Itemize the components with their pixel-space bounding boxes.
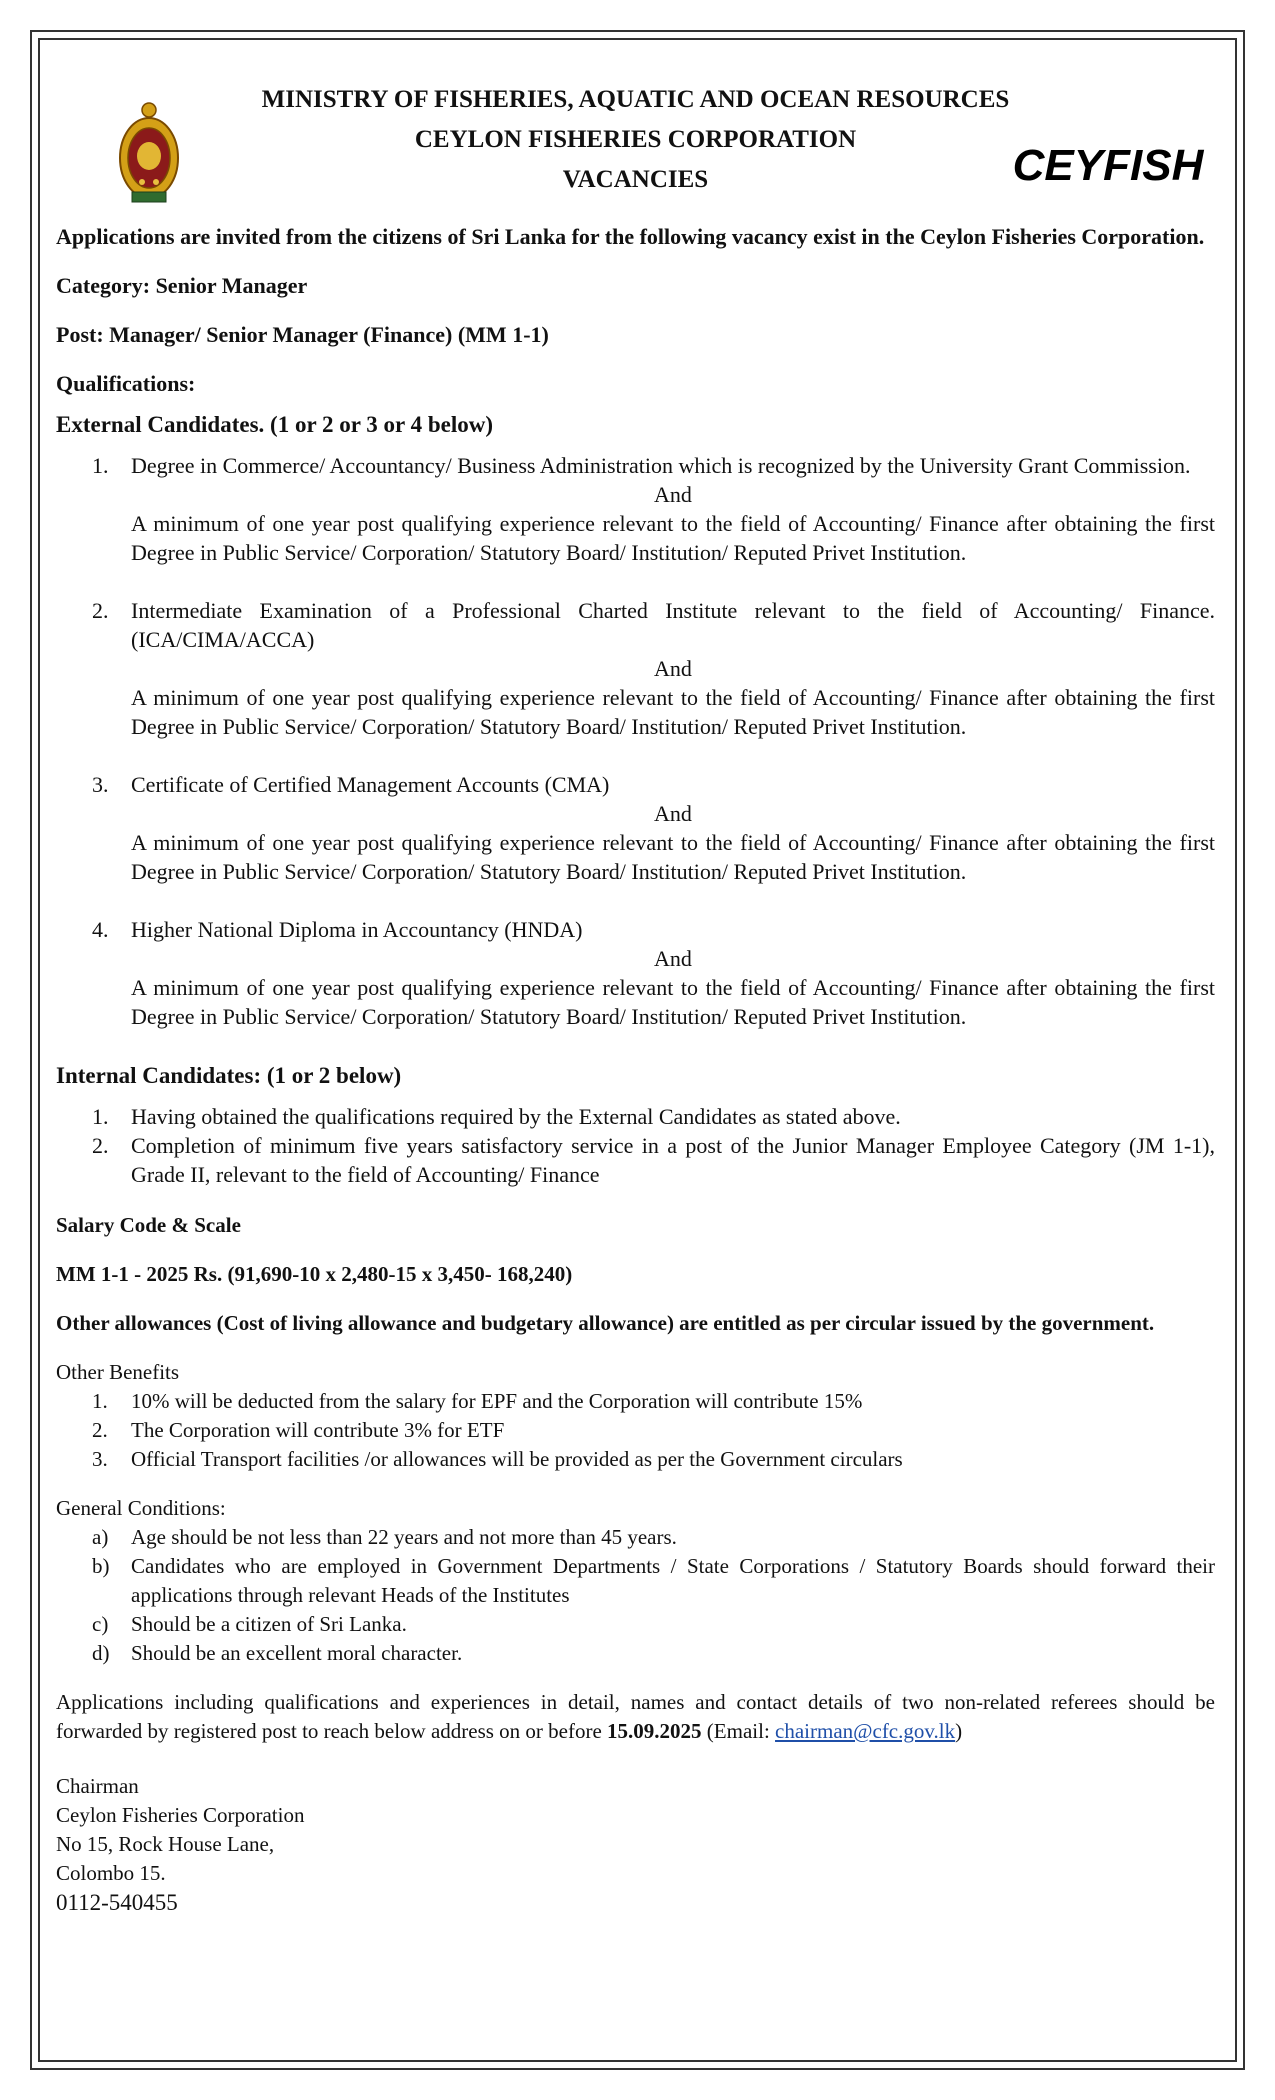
list-item — [56, 1610, 1215, 1639]
salary-heading: Salary Code & Scale — [56, 1213, 241, 1237]
list-item-text: Should be an excellent moral character. — [131, 1641, 463, 1665]
and-connector: And — [654, 801, 692, 826]
conditions-heading: General Conditions: — [56, 1496, 226, 1520]
list-number: 4. — [92, 917, 109, 942]
list-letter: c) — [92, 1612, 109, 1636]
phone-number: 0112-540455 — [56, 1890, 178, 1915]
application-instructions — [56, 1688, 1215, 1746]
benefits-list — [56, 1387, 1215, 1474]
allowances-note: Other allowances (Cost of living allowance and budgetary allowance) are entitled as per circular issued by the government. — [56, 1311, 1155, 1335]
list-number: 2. — [92, 1133, 109, 1158]
email-link[interactable]: chairman@cfc.gov.lk — [775, 1719, 956, 1743]
list-number: 1. — [92, 1389, 108, 1413]
address-line: Chairman — [56, 1774, 139, 1798]
list-number: 1. — [92, 453, 109, 478]
and-connector: And — [654, 946, 692, 971]
conditions-list — [56, 1523, 1215, 1668]
document-body — [56, 80, 1215, 1917]
internal-qualifications-list — [56, 1102, 1215, 1189]
list-number: 3. — [92, 772, 109, 797]
external-qualifications-list — [56, 451, 1215, 1031]
qualification-text: Intermediate Examination of a Professional Charted Institute relevant to the field of Accounting/ Finance. (ICA/CIMA/ACCA) — [131, 598, 1215, 652]
document-header — [56, 80, 1215, 200]
and-connector: And — [654, 656, 692, 681]
list-item — [56, 1523, 1215, 1552]
experience-text: A minimum of one year post qualifying experience relevant to the field of Accounting/ Finance after obtaining the first Degree in Public Service/ Corporation/ Statutory Board/ Institution/ Reputed Privet Institution. — [131, 685, 1215, 739]
intro-paragraph: Applications are invited from the citizens of Sri Lanka for the following vacancy exist in the Ceylon Fisheries Corporation. — [56, 224, 1205, 249]
qualification-text: Certificate of Certified Management Accounts (CMA) — [131, 772, 610, 797]
corporation-title: CEYLON FISHERIES CORPORATION — [414, 126, 857, 153]
list-item — [56, 915, 1215, 1031]
address-line: No 15, Rock House Lane, — [56, 1832, 275, 1856]
postal-address — [56, 1772, 1215, 1917]
list-item — [56, 770, 1215, 886]
ministry-title: MINISTRY OF FISHERIES, AQUATIC AND OCEAN RESOURCES — [261, 86, 1010, 113]
address-line: Colombo 15. — [56, 1861, 166, 1885]
ceyfish-logo-text: CEYFISH — [1012, 141, 1204, 190]
list-item — [56, 1552, 1215, 1610]
list-item-text: Should be a citizen of Sri Lanka. — [131, 1612, 407, 1636]
list-item — [56, 596, 1215, 741]
list-item — [56, 1131, 1215, 1189]
list-item-text: Official Transport facilities /or allowances will be provided as per the Government circulars — [131, 1447, 903, 1471]
experience-text: A minimum of one year post qualifying experience relevant to the field of Accounting/ Finance after obtaining the first Degree in Public Service/ Corporation/ Statutory Board/ Institution/ Reputed Privet Institution. — [131, 511, 1215, 565]
email-prefix: (Email: — [701, 1719, 776, 1743]
list-item-text: Candidates who are employed in Government Departments / State Corporations / Statutory Boards should forward their applications through relevant Heads of the Institutes — [131, 1554, 1215, 1607]
post-line: Post: Manager/ Senior Manager (Finance) (MM 1-1) — [56, 322, 549, 347]
list-letter: a) — [92, 1525, 109, 1549]
list-item-text: Age should be not less than 22 years and not more than 45 years. — [131, 1525, 677, 1549]
application-text: Applications including qualifications and experiences in detail, names and contact details of two non-related referees should be forwarded by registered post to reach below address on or before — [56, 1690, 1215, 1743]
external-candidates-heading: External Candidates. (1 or 2 or 3 or 4 below) — [56, 412, 493, 437]
qualification-text: Degree in Commerce/ Accountancy/ Business Administration which is recognized by the University Grant Commission. — [131, 453, 1191, 478]
list-item — [56, 1387, 1215, 1416]
benefits-heading: Other Benefits — [56, 1360, 180, 1384]
vacancies-title: VACANCIES — [562, 166, 709, 193]
list-item-text: Completion of minimum five years satisfactory service in a post of the Junior Manager Employee Category (JM 1-1), Grade II, relevant to the field of Accounting/ Finance — [131, 1133, 1215, 1187]
list-item — [56, 1445, 1215, 1474]
list-item — [56, 1416, 1215, 1445]
list-item — [56, 1102, 1215, 1131]
list-item — [56, 1639, 1215, 1668]
list-number: 2. — [92, 1418, 108, 1442]
qualification-text: Higher National Diploma in Accountancy (HNDA) — [131, 917, 583, 942]
list-letter: d) — [92, 1641, 110, 1665]
salary-scale: MM 1-1 - 2025 Rs. (91,690-10 x 2,480-15 x 3,450- 168,240) — [56, 1262, 573, 1286]
email-suffix: ) — [955, 1719, 963, 1743]
list-letter: b) — [92, 1554, 110, 1578]
experience-text: A minimum of one year post qualifying experience relevant to the field of Accounting/ Finance after obtaining the first Degree in Public Service/ Corporation/ Statutory Board/ Institution/ Reputed Privet Institution. — [131, 830, 1215, 884]
list-item — [56, 451, 1215, 567]
list-item-text: Having obtained the qualifications required by the External Candidates as stated above. — [131, 1104, 901, 1129]
category-line: Category: Senior Manager — [56, 273, 308, 298]
list-item-text: The Corporation will contribute 3% for ETF — [131, 1418, 505, 1442]
experience-text: A minimum of one year post qualifying experience relevant to the field of Accounting/ Finance after obtaining the first Degree in Public Service/ Corporation/ Statutory Board/ Institution/ Reputed Privet Institution. — [131, 975, 1215, 1029]
list-number: 2. — [92, 598, 109, 623]
and-connector: And — [654, 482, 692, 507]
list-number: 3. — [92, 1447, 108, 1471]
list-number: 1. — [92, 1104, 109, 1129]
list-item-text: 10% will be deducted from the salary for EPF and the Corporation will contribute 15% — [131, 1389, 863, 1413]
address-line: Ceylon Fisheries Corporation — [56, 1803, 305, 1827]
qualifications-label: Qualifications: — [56, 371, 196, 396]
closing-date: 15.09.2025 — [607, 1719, 702, 1743]
internal-candidates-heading: Internal Candidates: (1 or 2 below) — [56, 1063, 402, 1088]
